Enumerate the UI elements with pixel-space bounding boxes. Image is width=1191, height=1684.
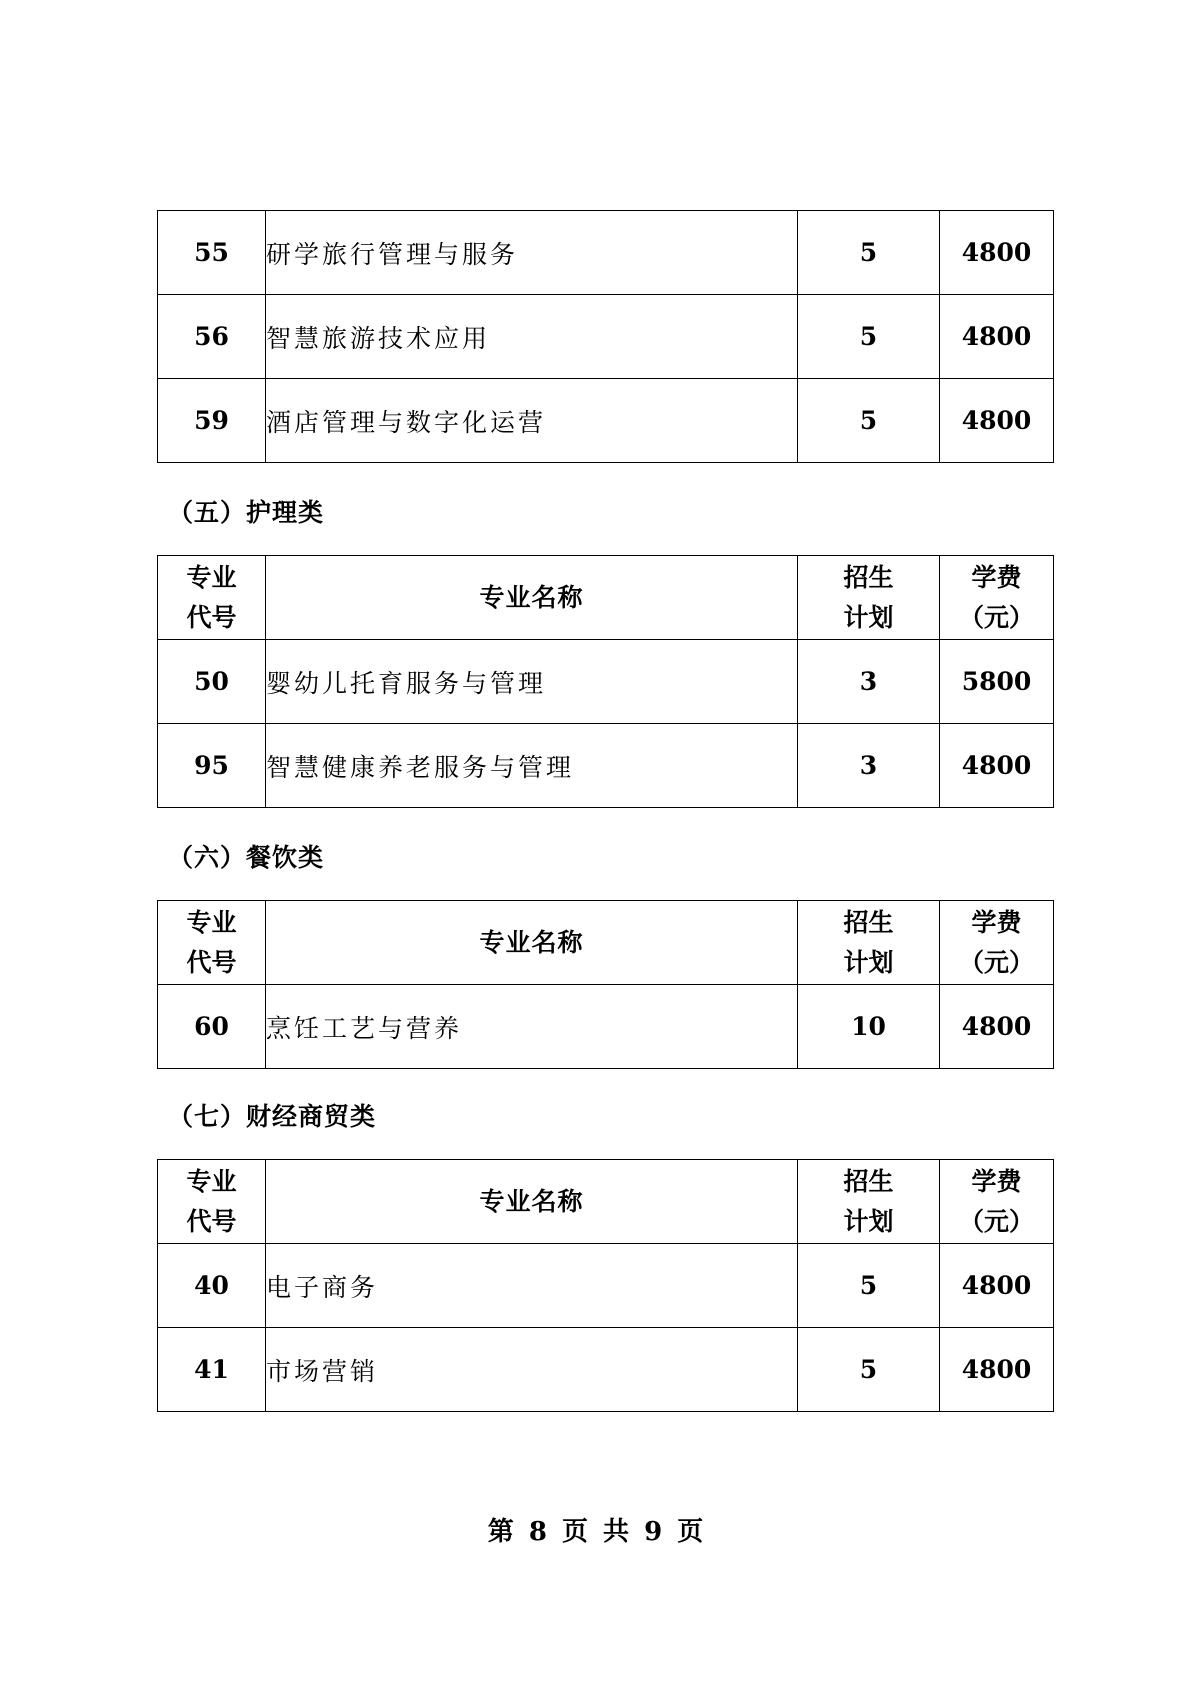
major-name: 酒店管理与数字化运营 — [266, 379, 798, 463]
enrollment-plan: 5 — [798, 295, 940, 379]
header-major-name: 专业名称 — [266, 1160, 798, 1244]
header-major-name: 专业名称 — [266, 901, 798, 985]
header-tuition-fee: 学费 （元） — [940, 901, 1054, 985]
major-code: 55 — [158, 211, 266, 295]
major-code: 60 — [158, 985, 266, 1069]
section-title-catering: （六）餐饮类 — [168, 843, 325, 872]
table-row — [158, 1244, 1054, 1328]
table-row — [158, 1328, 1054, 1412]
table-row — [158, 379, 1054, 463]
major-code: 59 — [158, 379, 266, 463]
tuition-fee: 4800 — [940, 211, 1054, 295]
nursing-table — [157, 555, 1054, 808]
tuition-fee: 4800 — [940, 1328, 1054, 1412]
catering-table — [157, 900, 1054, 1069]
major-name: 婴幼儿托育服务与管理 — [266, 640, 798, 724]
continued-table — [157, 210, 1054, 463]
table-header — [158, 556, 1054, 640]
enrollment-plan: 10 — [798, 985, 940, 1069]
major-code: 50 — [158, 640, 266, 724]
tuition-fee: 4800 — [940, 724, 1054, 808]
section-title-finance-trade: （七）财经商贸类 — [168, 1102, 377, 1131]
major-name: 烹饪工艺与营养 — [266, 985, 798, 1069]
header-enrollment-plan: 招生 计划 — [798, 556, 940, 640]
tuition-fee: 4800 — [940, 295, 1054, 379]
enrollment-plan: 5 — [798, 1328, 940, 1412]
header-enrollment-plan: 招生 计划 — [798, 1160, 940, 1244]
enrollment-plan: 5 — [798, 1244, 940, 1328]
major-name: 电子商务 — [266, 1244, 798, 1328]
header-enrollment-plan: 招生 计划 — [798, 901, 940, 985]
header-tuition-fee: 学费 （元） — [940, 556, 1054, 640]
enrollment-plan: 5 — [798, 379, 940, 463]
table-row — [158, 211, 1054, 295]
major-code: 95 — [158, 724, 266, 808]
table-row — [158, 724, 1054, 808]
major-code: 56 — [158, 295, 266, 379]
enrollment-plan: 3 — [798, 724, 940, 808]
major-code: 40 — [158, 1244, 266, 1328]
tuition-fee: 4800 — [940, 379, 1054, 463]
section-title-nursing: （五）护理类 — [168, 498, 325, 527]
header-major-name: 专业名称 — [266, 556, 798, 640]
major-code: 41 — [158, 1328, 266, 1412]
tuition-fee: 5800 — [940, 640, 1054, 724]
page-number: 第 8 页 共 9 页 — [487, 1517, 704, 1547]
table-header — [158, 1160, 1054, 1244]
table-row — [158, 640, 1054, 724]
major-name: 市场营销 — [266, 1328, 798, 1412]
major-name: 研学旅行管理与服务 — [266, 211, 798, 295]
enrollment-plan: 5 — [798, 211, 940, 295]
header-major-code: 专业 代号 — [158, 1160, 266, 1244]
tuition-fee: 4800 — [940, 1244, 1054, 1328]
major-name: 智慧健康养老服务与管理 — [266, 724, 798, 808]
table-header — [158, 901, 1054, 985]
major-name: 智慧旅游技术应用 — [266, 295, 798, 379]
table-row — [158, 985, 1054, 1069]
finance-trade-table — [157, 1159, 1054, 1412]
enrollment-plan: 3 — [798, 640, 940, 724]
table-row — [158, 295, 1054, 379]
header-tuition-fee: 学费 （元） — [940, 1160, 1054, 1244]
header-major-code: 专业 代号 — [158, 556, 266, 640]
tuition-fee: 4800 — [940, 985, 1054, 1069]
header-major-code: 专业 代号 — [158, 901, 266, 985]
